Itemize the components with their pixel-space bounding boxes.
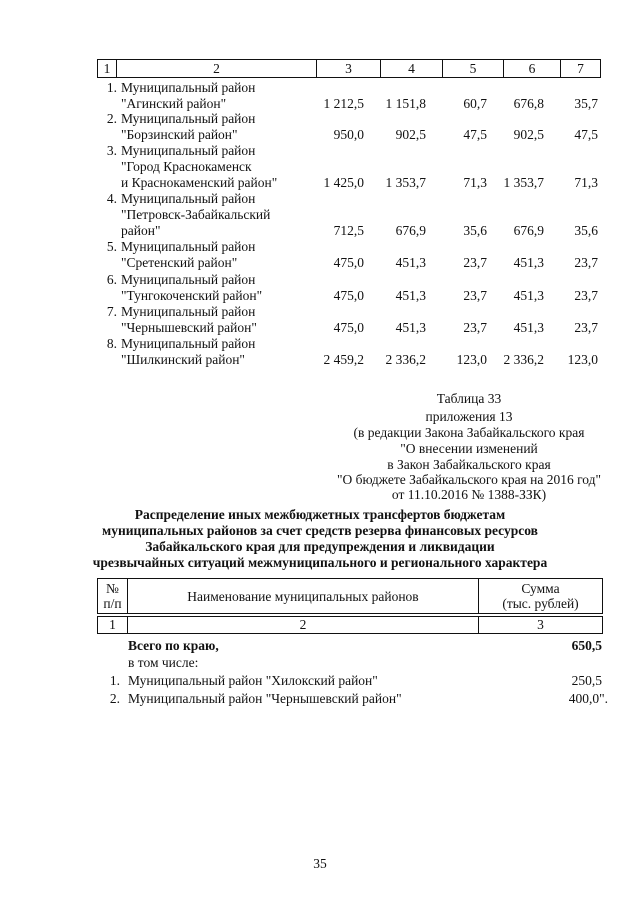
table1-row-number: 3. (106, 143, 117, 158)
table1-cell: 712,5 (333, 223, 364, 238)
table1-cell: 451,3 (513, 255, 544, 270)
annex-line: (в редакции Закона Забайкальского края (353, 425, 585, 440)
table1-row-name-line: Муниципальный район (121, 143, 256, 158)
table1-cell: 47,5 (463, 127, 487, 142)
table1-cell: 71,3 (463, 175, 487, 190)
table1-col-4: 4 (381, 59, 443, 78)
table2-row-name: Муниципальный район "Чернышевский район" (128, 691, 402, 706)
table1-row-number: 8. (106, 336, 117, 351)
table1-cell: 35,6 (463, 223, 487, 238)
table2-col-number-header (97, 578, 128, 614)
table1-row-name-line: "Чернышевский район" (121, 320, 257, 335)
table1-cell: 1 353,7 (385, 175, 426, 190)
annex-line: приложения 13 (425, 409, 513, 424)
table1-cell: 123,0 (567, 352, 598, 367)
table1-cell: 1 353,7 (503, 175, 544, 190)
table1-cell: 451,3 (395, 255, 426, 270)
annex-line: "О внесении изменений (400, 441, 538, 456)
table2-num-2: 2 (128, 616, 479, 634)
total-value: 650,5 (571, 638, 602, 653)
table1-cell: 950,0 (333, 127, 364, 142)
table1-row-name-line: Муниципальный район (121, 80, 256, 95)
table1-row-number: 7. (106, 304, 117, 319)
table1-cell: 2 336,2 (503, 352, 544, 367)
table2-col-number-line: п/п (103, 596, 122, 611)
table1-col-5: 5 (443, 59, 504, 78)
table1-cell: 475,0 (333, 255, 364, 270)
table1-cell: 451,3 (395, 320, 426, 335)
table2-col-number-line: № (106, 581, 119, 596)
table1-row-number: 2. (106, 111, 117, 126)
table1-row-name-line: "Шилкинский район" (121, 352, 245, 367)
table1-cell: 451,3 (513, 320, 544, 335)
table1-cell: 902,5 (513, 127, 544, 142)
table1-row-number: 4. (106, 191, 117, 206)
table1-row-name-line: "Тунгокоченский район" (121, 288, 263, 303)
table1-col-1: 1 (97, 59, 117, 78)
table1-cell: 1 151,8 (385, 96, 426, 111)
table1-cell: 902,5 (395, 127, 426, 142)
table1-row-name-line: Муниципальный район (121, 304, 256, 319)
table2-row-value: 400,0". (568, 691, 608, 706)
annex-line: "О бюджете Забайкальского края на 2016 год" (336, 472, 602, 487)
table1-row-number: 6. (106, 272, 117, 287)
table1-cell: 23,7 (574, 255, 598, 270)
table1-cell: 451,3 (513, 288, 544, 303)
table1-cell: 475,0 (333, 288, 364, 303)
table1-cell: 1 425,0 (323, 175, 364, 190)
table-label: Таблица 33 (436, 391, 502, 406)
heading-line: Распределение иных межбюджетных трансфертов бюджетам (134, 507, 506, 522)
table2-row-value: 250,5 (571, 673, 602, 688)
table1-row-name-line: Муниципальный район (121, 272, 256, 287)
table1-row-name-line: Муниципальный район (121, 191, 256, 206)
table1-cell: 23,7 (574, 320, 598, 335)
table1-row-name-line: "Агинский район" (121, 96, 227, 111)
table2-num-1: 1 (97, 616, 128, 634)
table1-cell: 1 212,5 (323, 96, 364, 111)
table1-cell: 23,7 (574, 288, 598, 303)
table1-cell: 2 459,2 (323, 352, 364, 367)
table1-row-name-line: Муниципальный район (121, 239, 256, 254)
table1-row-number: 1. (106, 80, 117, 95)
table2-col-name-header: Наименование муниципальных районов (128, 578, 479, 614)
table2-number-row (97, 616, 603, 634)
table1-row-name-line: и Краснокаменский район" (121, 175, 278, 190)
table1-col-2: 2 (117, 59, 317, 78)
table1-cell: 23,7 (463, 320, 487, 335)
table2-row-number: 1. (109, 673, 120, 688)
table1-cell: 676,9 (513, 223, 544, 238)
heading-line: чрезвычайных ситуаций межмуниципального и регионального характера (92, 555, 548, 570)
table2-num-3: 3 (479, 616, 603, 634)
total-label: Всего по краю, (128, 638, 219, 653)
table1-row-name-line: "Город Краснокаменск (121, 159, 252, 174)
table1-col-6: 6 (504, 59, 561, 78)
table1-cell: 23,7 (463, 255, 487, 270)
table1-row-name-line: "Петровск-Забайкальский (121, 207, 271, 222)
table2-row-name: Муниципальный район "Хилокский район" (128, 673, 378, 688)
table1-cell: 60,7 (463, 96, 487, 111)
table1-row-name-line: район" (121, 223, 161, 238)
annex-line: в Закон Забайкальского края (387, 457, 551, 472)
table1-header-row (97, 59, 601, 78)
table1-row-name-line: "Борзинский район" (121, 127, 238, 142)
page-number: 35 (313, 856, 327, 871)
table2-col-sum-line: (тыс. рублей) (502, 596, 579, 611)
table1-cell: 123,0 (456, 352, 487, 367)
table1-cell: 451,3 (395, 288, 426, 303)
table1-cell: 47,5 (574, 127, 598, 142)
annex-line: от 11.10.2016 № 1388-ЗЗК) (391, 487, 547, 502)
table1-cell: 475,0 (333, 320, 364, 335)
table1-cell: 2 336,2 (385, 352, 426, 367)
table2-row-number: 2. (109, 691, 120, 706)
table1-cell: 23,7 (463, 288, 487, 303)
table2-header-row (97, 578, 603, 614)
table1-cell: 676,9 (395, 223, 426, 238)
table1-cell: 35,6 (574, 223, 598, 238)
including-label: в том числе: (128, 655, 199, 670)
heading-line: муниципальных районов за счет средств резерва финансовых ресурсов (102, 523, 538, 538)
table1-row-name-line: "Сретенский район" (121, 255, 238, 270)
table1-row-name-line: Муниципальный район (121, 336, 256, 351)
heading-line: Забайкальского края для предупреждения и ликвидации (145, 539, 495, 554)
table1-row-name-line: Муниципальный район (121, 111, 256, 126)
table1-cell: 71,3 (574, 175, 598, 190)
table1-row-number: 5. (106, 239, 117, 254)
table2-col-sum-line: Сумма (521, 581, 560, 596)
table1-col-3: 3 (317, 59, 381, 78)
table1-cell: 35,7 (574, 96, 598, 111)
table1-col-7: 7 (561, 59, 601, 78)
table2-col-sum-header (479, 578, 603, 614)
table1-cell: 676,8 (513, 96, 544, 111)
